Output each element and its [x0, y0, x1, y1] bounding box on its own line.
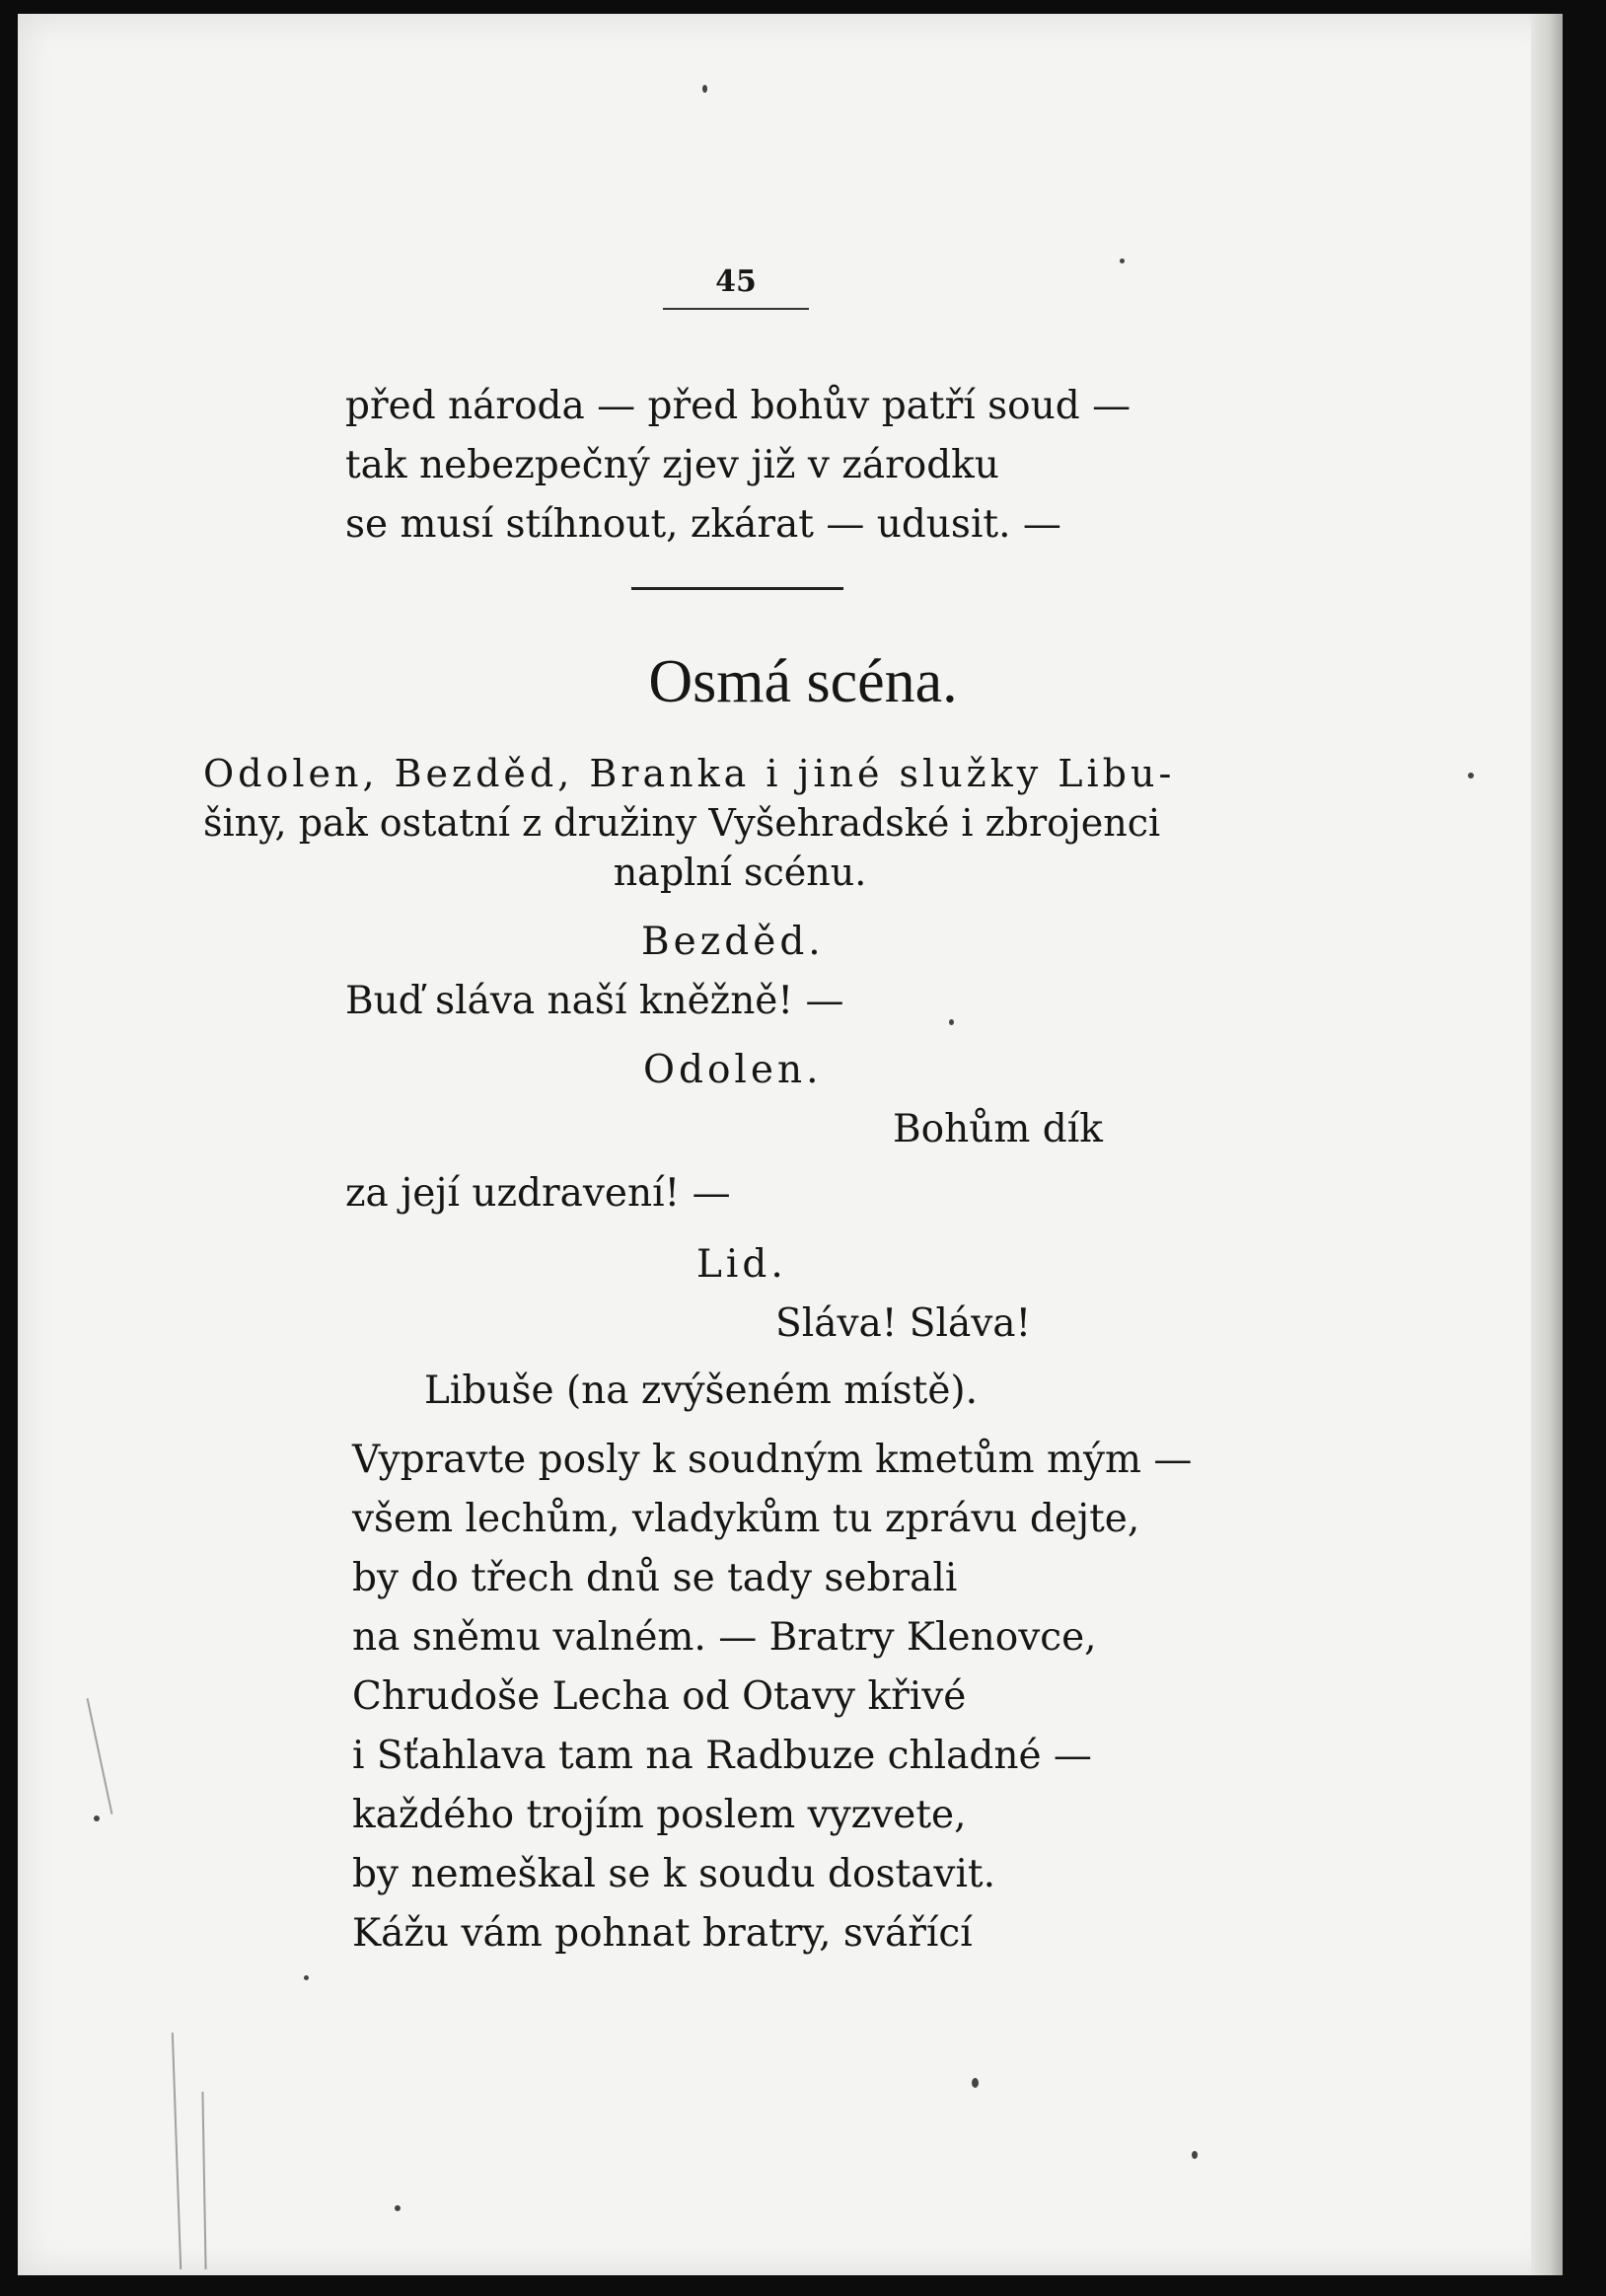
page-number-rule [663, 308, 809, 310]
stage-direction-line: šiny, pak ostatní z družiny Vyšehradské i zbrojenci [203, 801, 1161, 845]
dialogue-line: Sláva! Sláva! [775, 1301, 1032, 1346]
verse-line: se musí stíhnout, zkárat — udusit. — [345, 502, 1061, 547]
speech-line: Chrudoše Lecha od Otavy křivé [352, 1674, 967, 1719]
speech-line: by do třech dnů se tady sebrali [352, 1556, 958, 1600]
verse-line: tak nebezpečný zjev již v zárodku [345, 443, 999, 487]
speaker-name: Bezděd. [641, 920, 825, 964]
scan-speck [94, 1815, 100, 1821]
speech-line: Vypravte posly k soudným kmetům mým — [352, 1438, 1193, 1482]
speech-line: na sněmu valném. — Bratry Klenovce, [352, 1615, 1097, 1660]
scan-speck [702, 85, 707, 93]
stage-direction-line: naplní scénu. [613, 851, 867, 894]
speech-line: Kážu vám pohnat bratry, svářící [352, 1911, 973, 1956]
speech-line: každého trojím poslem vyzvete, [352, 1793, 967, 1837]
speaker-name: Lid. [696, 1242, 787, 1287]
scan-speck [304, 1975, 309, 1980]
scan-speck [1120, 259, 1125, 263]
scan-speck [949, 1019, 954, 1025]
dialogue-line: za její uzdravení! — [345, 1171, 731, 1216]
speaker-name: Libuše (na zvýšeném místě). [424, 1369, 979, 1413]
dialogue-line: Buď sláva naší kněžně! — [345, 979, 844, 1023]
dialogue-line: Bohům dík [893, 1107, 1103, 1151]
speech-line: i Sťahlava tam na Radbuze chladné — [352, 1734, 1092, 1778]
speech-line: by nemeškal se k soudu dostavit. [352, 1852, 995, 1896]
verse-line: před národa — před bohův patří soud — [345, 384, 1132, 428]
scan-speck [1192, 2151, 1198, 2159]
speaker-name: Odolen. [643, 1048, 823, 1092]
scan-speck [1468, 773, 1474, 778]
scene-heading: Osmá scéna. [648, 648, 958, 715]
scan-speck [395, 2205, 401, 2211]
scan-speck [972, 2078, 979, 2088]
stage-direction-line: Odolen, Bezděd, Branka i jiné služky Libu- [203, 752, 1176, 795]
page-number: 45 [715, 264, 757, 299]
speech-line: všem lechům, vladykům tu zprávu dejte, [352, 1497, 1140, 1541]
page-edge [1531, 14, 1563, 2275]
section-divider [631, 587, 843, 590]
